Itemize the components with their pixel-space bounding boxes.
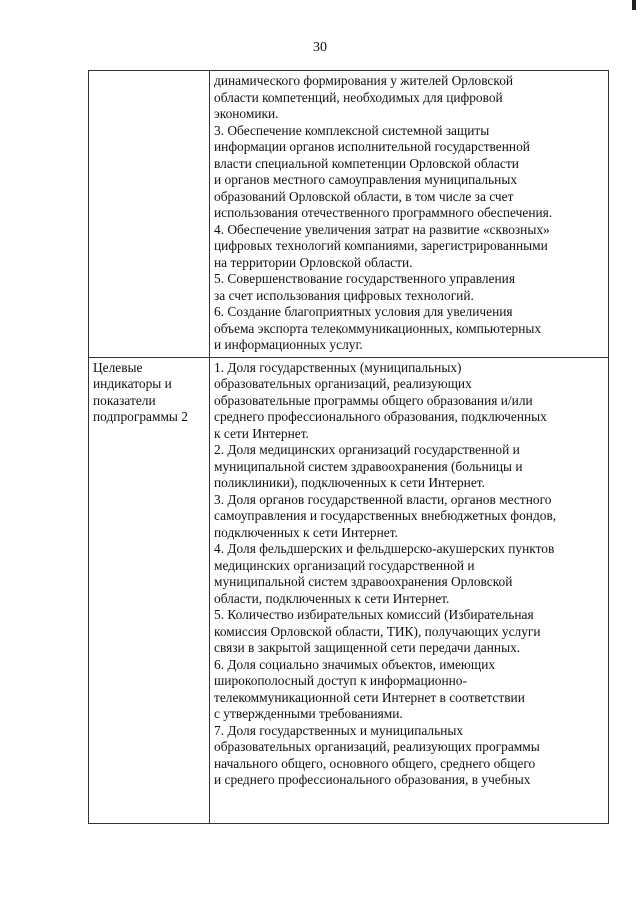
text-line: цифровых технологий компаниями, зарегистрированными <box>214 238 548 253</box>
text-line: на территории Орловской области. <box>214 254 413 270</box>
table-row <box>89 357 609 823</box>
text-line: связи в закрытой защищенной сети передачи данных. <box>214 640 521 655</box>
text-line: муниципальной систем здравоохранения (больницы и <box>214 458 523 474</box>
text-line: власти специальной компетенции Орловской области <box>214 155 519 171</box>
text-line: и информационных услуг. <box>214 337 363 352</box>
text-line: показатели <box>93 392 156 408</box>
text-line: поликлиники), подключенных к сети Интернет. <box>214 475 485 490</box>
text-line: 6. Создание благоприятных условия для увеличения <box>214 304 513 319</box>
page-number: 30 <box>313 40 327 55</box>
text-line: образовательные программы общего образования и/или <box>214 392 533 408</box>
text-line: 3. Обеспечение комплексной системной защиты <box>214 122 490 138</box>
text-line: за счет использования цифровых технологий. <box>214 287 474 303</box>
text-line: 2. Доля медицинских организаций государственной и <box>214 442 520 457</box>
row-content-cell <box>210 71 609 358</box>
text-line: телекоммуникационной сети Интернет в соответствии <box>214 689 525 705</box>
text-line: объема экспорта телекоммуникационных, компьютерных <box>214 320 542 336</box>
text-line: 1. Доля государственных (муниципальных) <box>214 359 462 375</box>
text-line: области компетенций, необходимых для цифровой <box>214 89 503 105</box>
text-line: 5. Совершенствование государственного управления <box>214 271 515 286</box>
text-line: к сети Интернет. <box>214 425 309 441</box>
text-line: подпрограммы 2 <box>93 409 188 424</box>
text-line: самоуправления и государственных внебюджетных фондов, <box>214 508 557 523</box>
text-line: 7. Доля государственных и муниципальных <box>214 722 464 738</box>
row-label-cell <box>89 71 210 358</box>
text-line: комиссия Орловской области, ТИК), получающих услуги <box>214 623 541 639</box>
text-line: начального общего, основного общего, среднего общего <box>214 755 536 771</box>
text-line: Целевые <box>93 359 143 375</box>
text-line: подключенных к сети Интернет. <box>214 524 398 540</box>
text-line: широкополосный доступ к информационно- <box>214 673 467 688</box>
text-line: 3. Доля органов государственной власти, органов местного <box>214 491 552 507</box>
text-line: и органов местного самоуправления муниципальных <box>214 172 518 187</box>
text-line: 5. Количество избирательных комиссий (Избирательная <box>214 607 534 622</box>
text-line: динамического формирования у жителей Орловской <box>214 73 514 88</box>
text-line: и среднего профессионального образования, в учебных <box>214 772 531 787</box>
text-line: информации органов исполнительной государственной <box>214 139 530 154</box>
text-line: области, подключенных к сети Интернет. <box>214 590 450 606</box>
table-row <box>89 71 609 358</box>
text-line: 4. Доля фельдшерских и фельдшерско-акушерских пунктов <box>214 541 555 556</box>
text-line: образовательных организаций, реализующих <box>214 376 472 391</box>
text-line: 6. Доля социально значимых объектов, имеющих <box>214 656 496 672</box>
text-line: 4. Обеспечение увеличения затрат на развитие «сквозных» <box>214 221 550 237</box>
text-line: среднего профессионального образования, подключенных <box>214 409 547 424</box>
row-content-cell <box>210 357 609 823</box>
row-label-cell <box>89 357 210 823</box>
text-line: образований Орловской области, в том числе за счет <box>214 188 514 204</box>
text-line: индикаторы и <box>93 376 172 391</box>
text-line: муниципальной систем здравоохранения Орловской <box>214 574 513 589</box>
text-line: с утвержденными требованиями. <box>214 706 403 721</box>
text-line: использования отечественного программного обеспечения. <box>214 205 553 220</box>
text-line: экономики. <box>214 106 279 121</box>
text-line: образовательных организаций, реализующих программы <box>214 739 540 754</box>
program-table <box>88 70 609 824</box>
scan-edge-mark <box>632 0 636 10</box>
text-line: медицинских организаций государственной и <box>214 557 475 573</box>
